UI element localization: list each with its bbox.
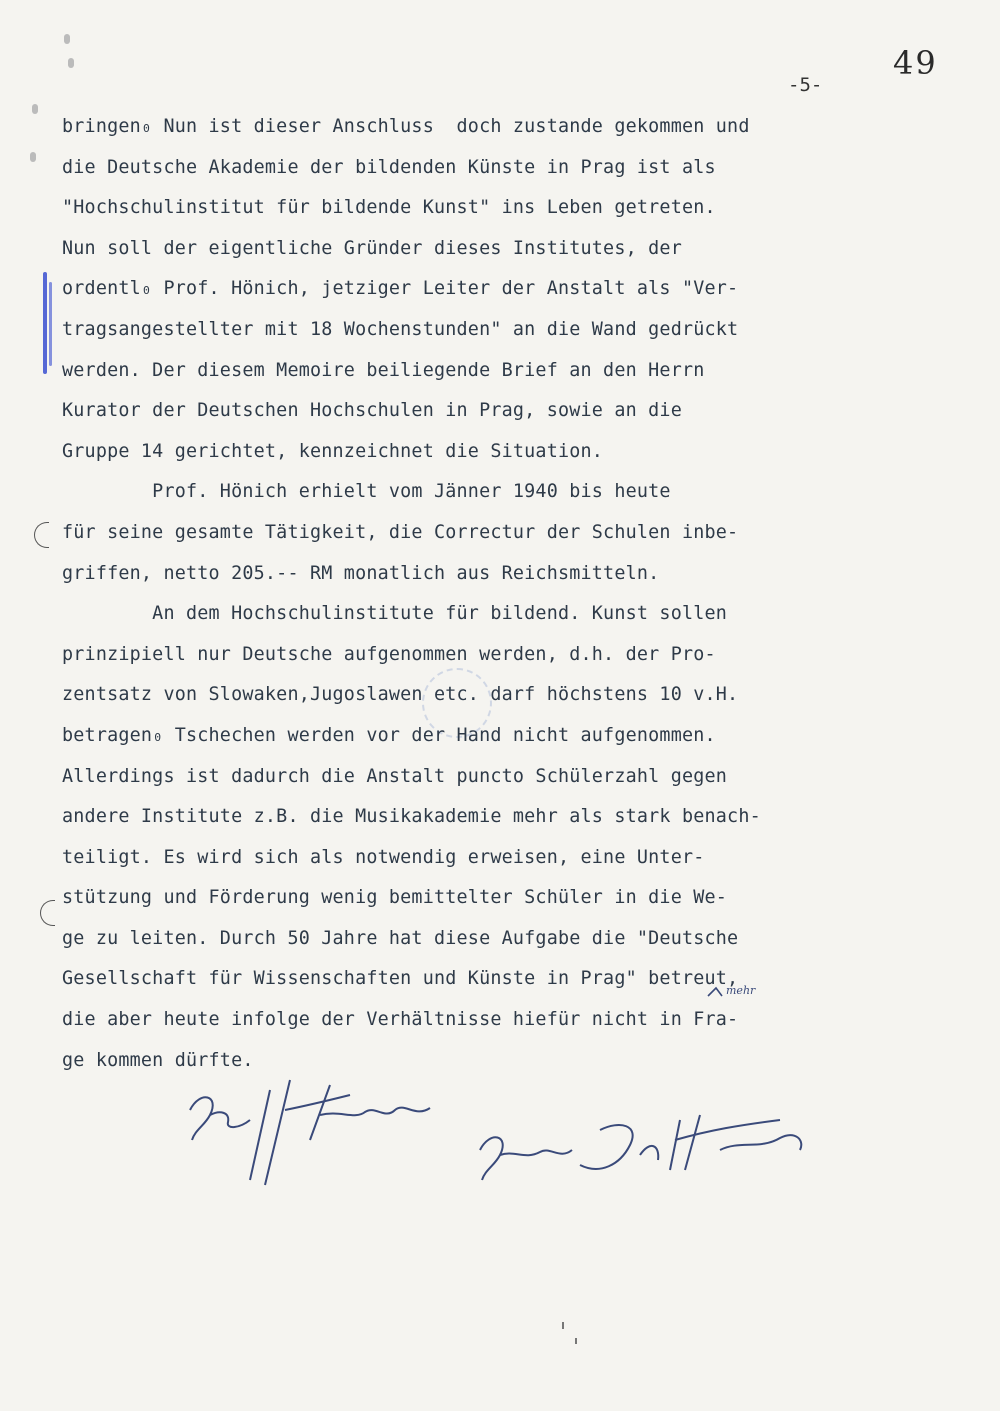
text-line: andere Institute z.B. die Musikakademie mehr als stark benach- xyxy=(62,806,761,828)
margin-marker xyxy=(49,282,52,366)
text-line: Kurator der Deutschen Hochschulen in Prag, sowie an die xyxy=(62,400,682,422)
text-line: prinzipiell nur Deutsche aufgenommen werden, d.h. der Pro- xyxy=(62,643,716,665)
margin-bracket xyxy=(34,522,49,548)
punch-mark xyxy=(68,58,74,68)
text-line: bringen₀ Nun ist dieser Anschluss doch zustande gekommen und xyxy=(62,116,750,137)
punch-mark xyxy=(32,104,38,114)
folio-number: 49 xyxy=(893,44,938,82)
punch-mark xyxy=(30,152,36,162)
text-line: teiligt. Es wird sich als notwendig erweisen, eine Unter- xyxy=(62,846,705,868)
text-line: die Deutsche Akademie der bildenden Künste in Prag ist als xyxy=(62,156,716,178)
margin-bracket xyxy=(40,900,55,926)
punch-mark xyxy=(64,34,70,44)
text-line: ge kommen dürfte. xyxy=(62,1049,254,1071)
text-line: An dem Hochschulinstitute für bildend. Kunst sollen xyxy=(62,603,728,625)
margin-marker xyxy=(43,272,47,374)
text-line: ge zu leiten. Durch 50 Jahre hat diese Aufgabe die "Deutsche xyxy=(62,927,739,949)
text-line: griffen, netto 205.-- RM monatlich aus Reichsmitteln. xyxy=(62,562,660,584)
text-line: "Hochschulinstitut für bildende Kunst" ins Leben getreten. xyxy=(62,197,716,219)
text-line: werden. Der diesem Memoire beiliegende Brief an den Herrn xyxy=(62,359,705,381)
text-line: Gesellschaft für Wissenschaften und Künste in Prag" betreut, xyxy=(62,968,739,990)
text-line: Prof. Hönich erhielt vom Jänner 1940 bis heute xyxy=(62,481,671,503)
page-number: -5- xyxy=(788,74,823,96)
signature-dietze xyxy=(480,1115,801,1205)
typed-body-text xyxy=(62,107,862,1081)
text-line: Allerdings ist dadurch die Anstalt puncto Schülerzahl gegen xyxy=(62,765,728,787)
text-line: Nun soll der eigentliche Gründer dieses Institutes, der xyxy=(62,237,682,259)
margin-mark xyxy=(562,1322,564,1329)
text-line: zentsatz von Slowaken,Jugoslawen etc. darf höchstens 10 v.H. xyxy=(62,684,739,706)
text-line: Gruppe 14 gerichtet, kennzeichnet die Situation. xyxy=(62,440,604,462)
correction-text: mehr xyxy=(726,984,756,997)
margin-mark xyxy=(575,1338,577,1344)
text-line: stützung und Förderung wenig bemittelter Schüler in die We- xyxy=(62,887,728,909)
text-line: betragen₀ Tschechen werden vor der Hand nicht aufgenommen. xyxy=(62,724,716,746)
text-line: ordentl₀ Prof. Hönich, jetziger Leiter der Anstalt als "Ver- xyxy=(62,278,739,300)
text-line: die aber heute infolge der Verhältnisse hiefür nicht in Fra- xyxy=(62,1009,739,1031)
text-line: für seine gesamte Tätigkeit, die Correctur der Schulen inbe- xyxy=(62,521,739,543)
signature-honich xyxy=(190,1080,430,1205)
handwritten-correction xyxy=(706,984,784,1000)
text-line: tragsangestellter mit 18 Wochenstunden" an die Wand gedrückt xyxy=(62,318,739,340)
signatures xyxy=(180,1070,820,1210)
